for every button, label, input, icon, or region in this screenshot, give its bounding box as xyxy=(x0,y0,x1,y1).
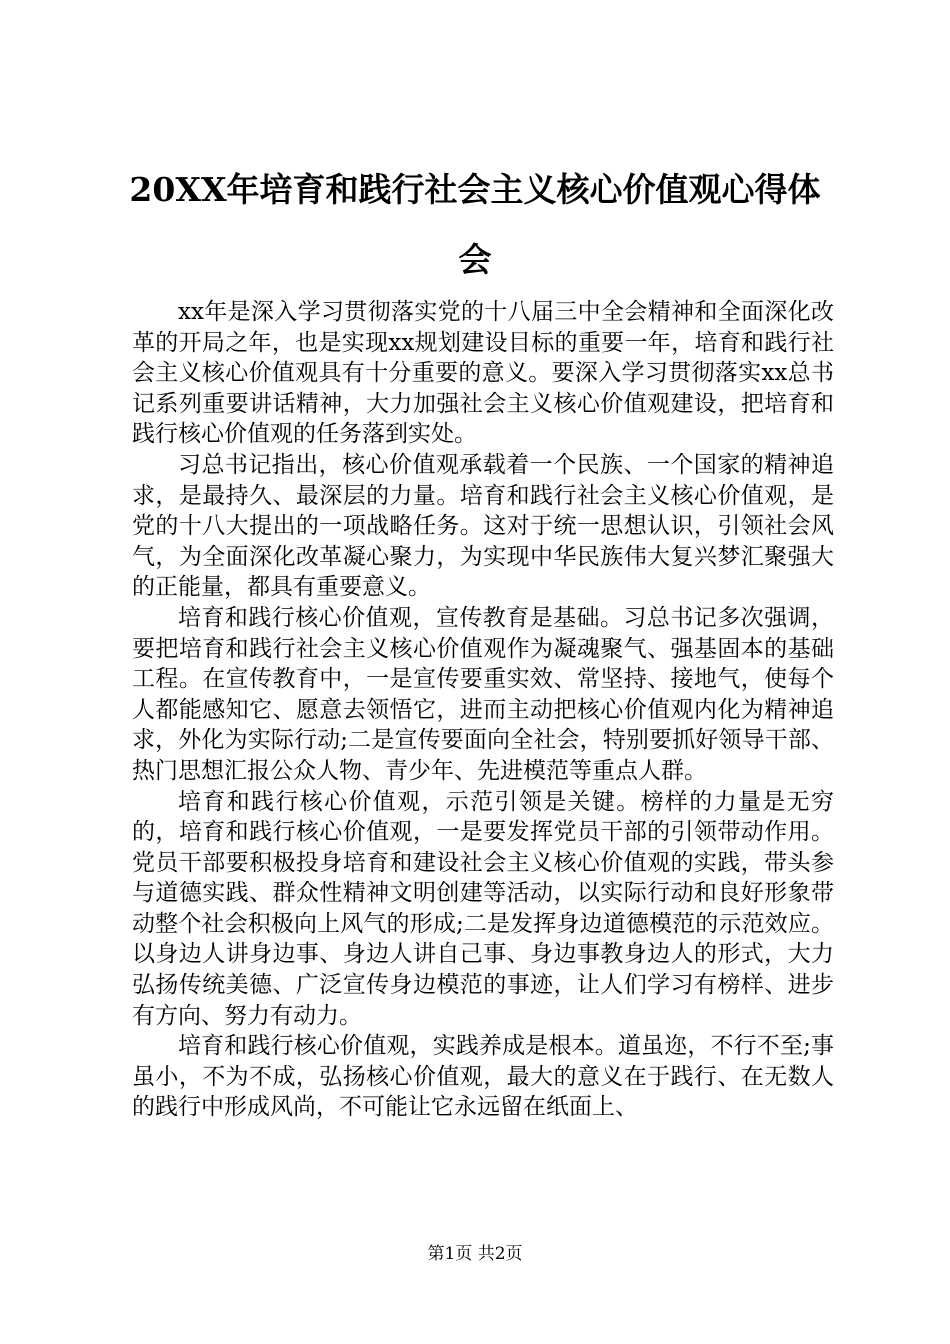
paragraph: 培育和践行核心价值观，示范引领是关键。榜样的力量是无穷的，培育和践行核心价值观，一是要发挥党员干部的引领带动作用。党员干部要积极投身培育和建设社会主义核心价值观的实践，带头参与道德实践、群众性精神文明创建等活动，以实际行动和良好形象带动整个社会积极向上风气的形成;二是发挥身边道德模范的示范效应。以身边人讲身边事、身边人讲自己事、身边事教身边人的形式，大力弘扬传统美德、广泛宣传身边模范的事迹，让人们学习有榜样、进步有方向、努力有动力。 xyxy=(132,788,834,1029)
document-title: 20XX年培育和践行社会主义核心价值观心得体会 xyxy=(129,170,821,279)
paragraph: xx年是深入学习贯彻落实党的十八届三中全会精神和全面深化改革的开局之年，也是实现xx规划建设目标的重要一年，培育和践行社会主义核心价值观具有十分重要的意义。要深入学习贯彻落实xx总书记系列重要讲话精神，大力加强社会主义核心价值观建设，把培育和践行核心价值观的任务落到实处。 xyxy=(132,299,834,448)
paragraph: 培育和践行核心价值观，宣传教育是基础。习总书记多次强调，要把培育和践行社会主义核心价值观作为凝魂聚气、强基固本的基础工程。在宣传教育中，一是宣传要重实效、常坚持、接地气，使每个人都能感知它、愿意去领悟它，进而主动把核心价值观内化为精神追求，外化为实际行动;二是宣传要面向全社会，特别要抓好领导干部、热门思想汇报公众人物、青少年、先进模范等重点人群。 xyxy=(132,604,834,784)
page-footer: 第1页 共2页 xyxy=(427,1244,523,1264)
document-body xyxy=(132,297,834,1123)
paragraph: 习总书记指出，核心价值观承载着一个民族、一个国家的精神追求，是最持久、最深层的力量。培育和践行社会主义核心价值观，是党的十八大提出的一项战略任务。这对于统一思想认识，引领社会风气，为全面深化改革凝心聚力，为实现中华民族伟大复兴梦汇聚强大的正能量，都具有重要意义。 xyxy=(132,451,834,601)
paragraph: 培育和践行核心价值观，实践养成是根本。道虽迩，不行不至;事虽小，不为不成，弘扬核心价值观，最大的意义在于践行、在无数人的践行中形成风尚，不可能让它永远留在纸面上、 xyxy=(132,1033,834,1121)
